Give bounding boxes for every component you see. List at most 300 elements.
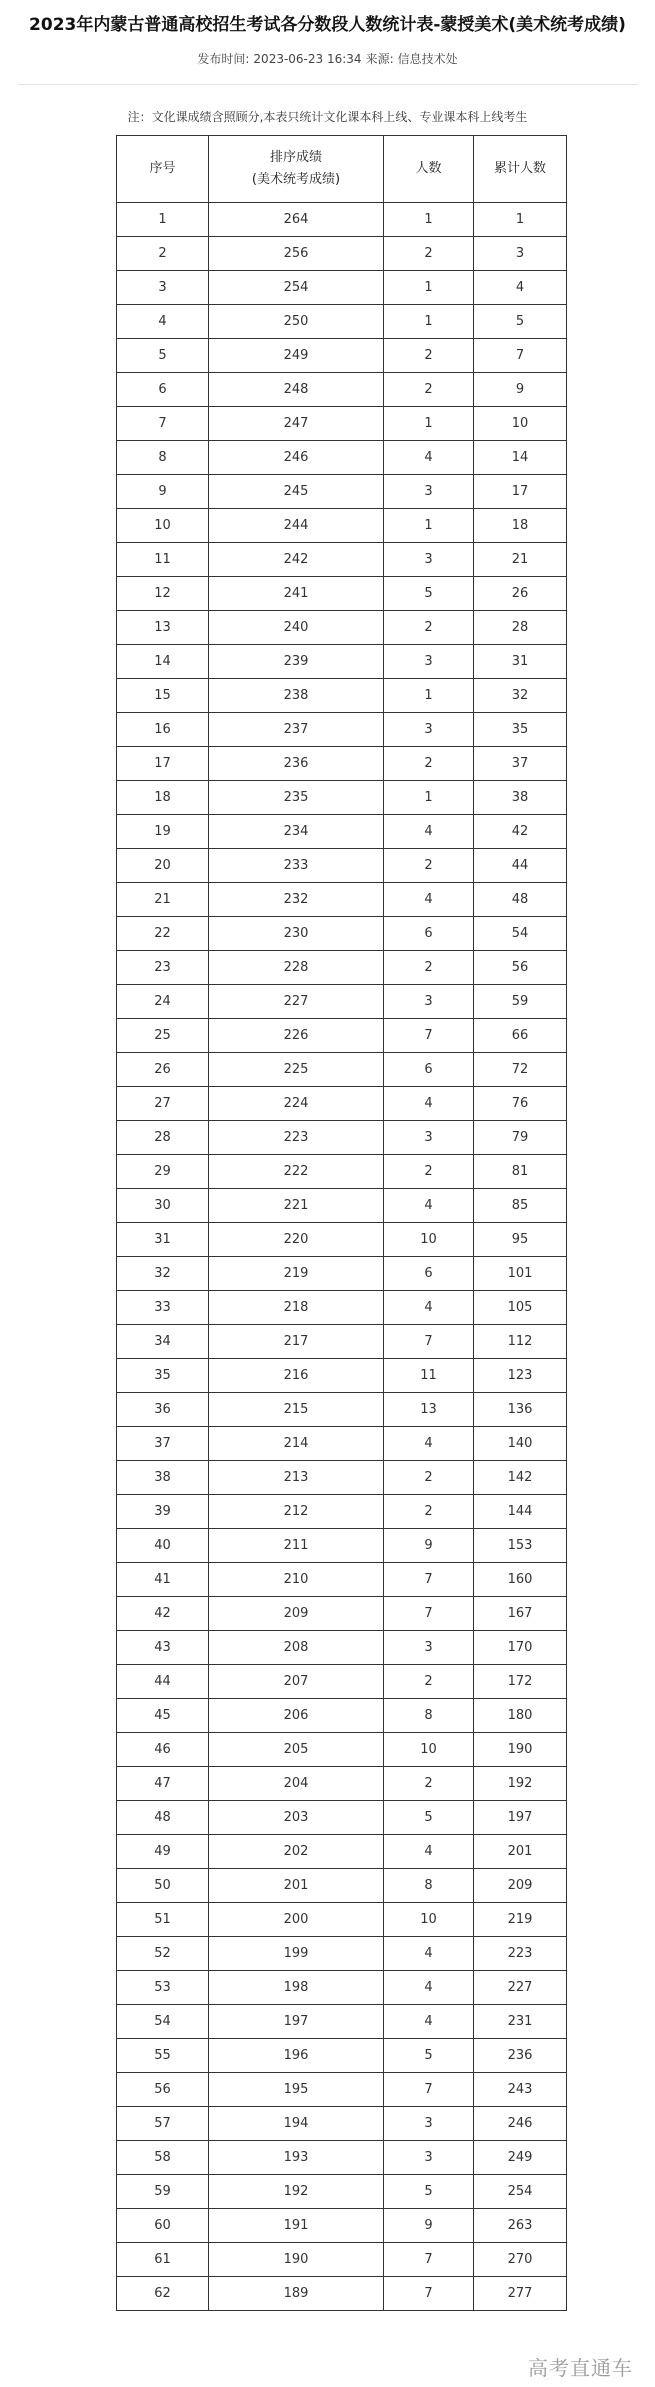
cell-count: 4: [384, 883, 474, 917]
cell-score: 240: [209, 611, 384, 645]
table-row: [117, 543, 567, 577]
publish-label: 发布时间:: [197, 52, 250, 66]
table-row: [117, 747, 567, 781]
cell-index: 12: [117, 577, 209, 611]
cell-cumulative: 76: [474, 1087, 567, 1121]
table-row: [117, 1359, 567, 1393]
cell-count: 5: [384, 1801, 474, 1835]
cell-index: 35: [117, 1359, 209, 1393]
table-row: [117, 1937, 567, 1971]
table-row: [117, 713, 567, 747]
score-distribution-table: [116, 135, 567, 2311]
cell-count: 4: [384, 1937, 474, 1971]
cell-score: 203: [209, 1801, 384, 1835]
header-score-line1: 排序成绩: [269, 150, 322, 165]
cell-cumulative: 9: [474, 373, 567, 407]
cell-index: 5: [117, 339, 209, 373]
cell-count: 4: [384, 1971, 474, 2005]
cell-score: 209: [209, 1597, 384, 1631]
table-row: [117, 679, 567, 713]
cell-cumulative: 59: [474, 985, 567, 1019]
table-row: [117, 2039, 567, 2073]
cell-cumulative: 81: [474, 1155, 567, 1189]
header-score-line2: (美术统考成绩): [251, 172, 341, 187]
cell-count: 5: [384, 2175, 474, 2209]
table-row: [117, 203, 567, 237]
cell-score: 225: [209, 1053, 384, 1087]
cell-score: 234: [209, 815, 384, 849]
cell-cumulative: 17: [474, 475, 567, 509]
cell-cumulative: 243: [474, 2073, 567, 2107]
table-row: [117, 2243, 567, 2277]
cell-score: 194: [209, 2107, 384, 2141]
table-row: [117, 1733, 567, 1767]
cell-index: 40: [117, 1529, 209, 1563]
cell-count: 7: [384, 2277, 474, 2311]
cell-index: 7: [117, 407, 209, 441]
cell-count: 10: [384, 1903, 474, 1937]
cell-count: 4: [384, 1189, 474, 1223]
cell-score: 233: [209, 849, 384, 883]
cell-cumulative: 54: [474, 917, 567, 951]
cell-index: 60: [117, 2209, 209, 2243]
cell-count: 7: [384, 1019, 474, 1053]
table-note: 注：文化课成绩含照顾分,本表只统计文化课本科上线、专业课本科上线考生: [127, 110, 528, 124]
cell-index: 37: [117, 1427, 209, 1461]
cell-cumulative: 140: [474, 1427, 567, 1461]
cell-count: 2: [384, 1495, 474, 1529]
table-row: [117, 1869, 567, 1903]
cell-cumulative: 44: [474, 849, 567, 883]
cell-count: 4: [384, 1291, 474, 1325]
cell-cumulative: 172: [474, 1665, 567, 1699]
cell-cumulative: 28: [474, 611, 567, 645]
cell-score: 192: [209, 2175, 384, 2209]
cell-count: 2: [384, 339, 474, 373]
header-index: 序号: [117, 136, 209, 203]
table-row: [117, 577, 567, 611]
table-row: [117, 611, 567, 645]
cell-index: 56: [117, 2073, 209, 2107]
cell-cumulative: 72: [474, 1053, 567, 1087]
cell-index: 8: [117, 441, 209, 475]
cell-count: 2: [384, 611, 474, 645]
cell-cumulative: 227: [474, 1971, 567, 2005]
cell-cumulative: 170: [474, 1631, 567, 1665]
cell-index: 47: [117, 1767, 209, 1801]
cell-score: 238: [209, 679, 384, 713]
cell-index: 51: [117, 1903, 209, 1937]
cell-cumulative: 31: [474, 645, 567, 679]
cell-cumulative: 26: [474, 577, 567, 611]
cell-index: 49: [117, 1835, 209, 1869]
cell-score: 264: [209, 203, 384, 237]
cell-count: 5: [384, 2039, 474, 2073]
cell-score: 193: [209, 2141, 384, 2175]
cell-cumulative: 236: [474, 2039, 567, 2073]
cell-cumulative: 136: [474, 1393, 567, 1427]
cell-cumulative: 79: [474, 1121, 567, 1155]
cell-score: 247: [209, 407, 384, 441]
cell-cumulative: 3: [474, 237, 567, 271]
cell-count: 7: [384, 2073, 474, 2107]
cell-index: 31: [117, 1223, 209, 1257]
cell-index: 39: [117, 1495, 209, 1529]
cell-index: 16: [117, 713, 209, 747]
cell-score: 237: [209, 713, 384, 747]
cell-cumulative: 254: [474, 2175, 567, 2209]
cell-cumulative: 112: [474, 1325, 567, 1359]
cell-cumulative: 18: [474, 509, 567, 543]
table-header-row: [117, 136, 567, 203]
cell-score: 218: [209, 1291, 384, 1325]
cell-score: 239: [209, 645, 384, 679]
cell-score: 216: [209, 1359, 384, 1393]
table-row: [117, 2141, 567, 2175]
cell-cumulative: 144: [474, 1495, 567, 1529]
cell-cumulative: 32: [474, 679, 567, 713]
cell-index: 55: [117, 2039, 209, 2073]
cell-index: 24: [117, 985, 209, 1019]
cell-score: 215: [209, 1393, 384, 1427]
cell-count: 7: [384, 1563, 474, 1597]
cell-score: 199: [209, 1937, 384, 1971]
table-row: [117, 305, 567, 339]
table-row: [117, 509, 567, 543]
table-row: [117, 1155, 567, 1189]
cell-cumulative: 223: [474, 1937, 567, 1971]
cell-count: 3: [384, 2141, 474, 2175]
cell-index: 61: [117, 2243, 209, 2277]
cell-score: 189: [209, 2277, 384, 2311]
table-row: [117, 1257, 567, 1291]
cell-cumulative: 35: [474, 713, 567, 747]
publish-time: 2023-06-23 16:34: [253, 52, 362, 66]
cell-count: 2: [384, 1461, 474, 1495]
cell-count: 6: [384, 1053, 474, 1087]
cell-count: 2: [384, 1155, 474, 1189]
cell-count: 3: [384, 985, 474, 1019]
cell-index: 44: [117, 1665, 209, 1699]
cell-score: 201: [209, 1869, 384, 1903]
cell-score: 202: [209, 1835, 384, 1869]
cell-cumulative: 160: [474, 1563, 567, 1597]
cell-count: 1: [384, 407, 474, 441]
cell-count: 2: [384, 1665, 474, 1699]
table-row: [117, 2175, 567, 2209]
cell-cumulative: 4: [474, 271, 567, 305]
cell-count: 3: [384, 475, 474, 509]
cell-cumulative: 246: [474, 2107, 567, 2141]
table-row: [117, 373, 567, 407]
cell-index: 38: [117, 1461, 209, 1495]
table-row: [117, 2209, 567, 2243]
cell-score: 254: [209, 271, 384, 305]
cell-score: 207: [209, 1665, 384, 1699]
cell-index: 45: [117, 1699, 209, 1733]
cell-cumulative: 197: [474, 1801, 567, 1835]
cell-score: 198: [209, 1971, 384, 2005]
cell-score: 208: [209, 1631, 384, 1665]
table-row: [117, 883, 567, 917]
cell-index: 36: [117, 1393, 209, 1427]
cell-cumulative: 7: [474, 339, 567, 373]
table-row: [117, 1801, 567, 1835]
table-row: [117, 781, 567, 815]
cell-cumulative: 95: [474, 1223, 567, 1257]
cell-score: 236: [209, 747, 384, 781]
cell-index: 43: [117, 1631, 209, 1665]
cell-score: 249: [209, 339, 384, 373]
cell-score: 191: [209, 2209, 384, 2243]
cell-cumulative: 153: [474, 1529, 567, 1563]
cell-count: 2: [384, 1767, 474, 1801]
header-count: 人数: [384, 136, 474, 203]
cell-score: 206: [209, 1699, 384, 1733]
cell-index: 46: [117, 1733, 209, 1767]
cell-score: 200: [209, 1903, 384, 1937]
cell-index: 27: [117, 1087, 209, 1121]
table-row: [117, 1393, 567, 1427]
cell-index: 4: [117, 305, 209, 339]
cell-index: 25: [117, 1019, 209, 1053]
table-row: [117, 1665, 567, 1699]
cell-score: 224: [209, 1087, 384, 1121]
table-row: [117, 1053, 567, 1087]
cell-count: 3: [384, 2107, 474, 2141]
cell-index: 30: [117, 1189, 209, 1223]
cell-cumulative: 101: [474, 1257, 567, 1291]
cell-score: 244: [209, 509, 384, 543]
cell-count: 2: [384, 747, 474, 781]
cell-count: 4: [384, 1427, 474, 1461]
cell-count: 6: [384, 1257, 474, 1291]
cell-count: 7: [384, 2243, 474, 2277]
cell-index: 50: [117, 1869, 209, 1903]
cell-score: 220: [209, 1223, 384, 1257]
table-row: [117, 1699, 567, 1733]
cell-cumulative: 48: [474, 883, 567, 917]
table-row: [117, 271, 567, 305]
cell-cumulative: 231: [474, 2005, 567, 2039]
table-row: [117, 1529, 567, 1563]
cell-score: 211: [209, 1529, 384, 1563]
cell-count: 1: [384, 509, 474, 543]
cell-count: 2: [384, 373, 474, 407]
cell-score: 217: [209, 1325, 384, 1359]
cell-count: 7: [384, 1597, 474, 1631]
cell-index: 3: [117, 271, 209, 305]
table-row: [117, 1495, 567, 1529]
cell-score: 204: [209, 1767, 384, 1801]
cell-score: 223: [209, 1121, 384, 1155]
cell-cumulative: 219: [474, 1903, 567, 1937]
cell-index: 11: [117, 543, 209, 577]
table-row: [117, 1189, 567, 1223]
cell-cumulative: 56: [474, 951, 567, 985]
cell-index: 41: [117, 1563, 209, 1597]
cell-score: 230: [209, 917, 384, 951]
cell-index: 48: [117, 1801, 209, 1835]
article-title: 2023年内蒙古普通高校招生考试各分数段人数统计表-蒙授美术(美术统考成绩): [29, 15, 626, 35]
cell-index: 15: [117, 679, 209, 713]
table-row: [117, 1019, 567, 1053]
cell-score: 227: [209, 985, 384, 1019]
cell-count: 9: [384, 2209, 474, 2243]
cell-index: 22: [117, 917, 209, 951]
table-row: [117, 1291, 567, 1325]
cell-count: 1: [384, 271, 474, 305]
cell-index: 6: [117, 373, 209, 407]
cell-count: 4: [384, 815, 474, 849]
cell-cumulative: 277: [474, 2277, 567, 2311]
table-row: [117, 815, 567, 849]
header-score: [209, 136, 384, 203]
cell-score: 219: [209, 1257, 384, 1291]
header-cumulative: 累计人数: [474, 136, 567, 203]
table-row: [117, 2073, 567, 2107]
cell-cumulative: 66: [474, 1019, 567, 1053]
cell-index: 23: [117, 951, 209, 985]
cell-score: 242: [209, 543, 384, 577]
cell-index: 9: [117, 475, 209, 509]
cell-index: 28: [117, 1121, 209, 1155]
cell-index: 62: [117, 2277, 209, 2311]
cell-count: 5: [384, 577, 474, 611]
cell-count: 3: [384, 1631, 474, 1665]
source-label: 来源:: [365, 52, 394, 66]
cell-score: 248: [209, 373, 384, 407]
table-row: [117, 1767, 567, 1801]
table-row: [117, 2277, 567, 2311]
cell-index: 34: [117, 1325, 209, 1359]
cell-index: 32: [117, 1257, 209, 1291]
table-row: [117, 1631, 567, 1665]
cell-cumulative: 123: [474, 1359, 567, 1393]
cell-cumulative: 21: [474, 543, 567, 577]
cell-cumulative: 209: [474, 1869, 567, 1903]
cell-cumulative: 249: [474, 2141, 567, 2175]
cell-index: 59: [117, 2175, 209, 2209]
cell-score: 212: [209, 1495, 384, 1529]
table-row: [117, 1427, 567, 1461]
cell-score: 246: [209, 441, 384, 475]
cell-score: 210: [209, 1563, 384, 1597]
cell-score: 226: [209, 1019, 384, 1053]
table-row: [117, 849, 567, 883]
cell-count: 2: [384, 849, 474, 883]
cell-count: 8: [384, 1869, 474, 1903]
cell-index: 17: [117, 747, 209, 781]
table-row: [117, 1121, 567, 1155]
cell-index: 54: [117, 2005, 209, 2039]
cell-count: 1: [384, 203, 474, 237]
cell-count: 3: [384, 645, 474, 679]
table-row: [117, 1563, 567, 1597]
cell-cumulative: 190: [474, 1733, 567, 1767]
cell-count: 3: [384, 713, 474, 747]
table-row: [117, 441, 567, 475]
cell-score: 245: [209, 475, 384, 509]
cell-cumulative: 180: [474, 1699, 567, 1733]
cell-score: 196: [209, 2039, 384, 2073]
table-row: [117, 645, 567, 679]
table-row: [117, 951, 567, 985]
table-row: [117, 917, 567, 951]
cell-cumulative: 142: [474, 1461, 567, 1495]
cell-count: 1: [384, 781, 474, 815]
cell-index: 29: [117, 1155, 209, 1189]
cell-count: 1: [384, 305, 474, 339]
cell-count: 4: [384, 1087, 474, 1121]
table-row: [117, 475, 567, 509]
cell-count: 3: [384, 1121, 474, 1155]
cell-score: 222: [209, 1155, 384, 1189]
cell-score: 190: [209, 2243, 384, 2277]
cell-score: 250: [209, 305, 384, 339]
cell-index: 57: [117, 2107, 209, 2141]
cell-count: 8: [384, 1699, 474, 1733]
cell-count: 1: [384, 679, 474, 713]
cell-index: 53: [117, 1971, 209, 2005]
cell-cumulative: 14: [474, 441, 567, 475]
cell-score: 228: [209, 951, 384, 985]
cell-index: 10: [117, 509, 209, 543]
table-row: [117, 2005, 567, 2039]
cell-score: 195: [209, 2073, 384, 2107]
cell-count: 13: [384, 1393, 474, 1427]
table-row: [117, 407, 567, 441]
table-body: [117, 203, 567, 2311]
table-row: [117, 985, 567, 1019]
cell-index: 21: [117, 883, 209, 917]
cell-score: 205: [209, 1733, 384, 1767]
cell-index: 18: [117, 781, 209, 815]
cell-count: 10: [384, 1733, 474, 1767]
cell-count: 7: [384, 1325, 474, 1359]
cell-index: 14: [117, 645, 209, 679]
cell-count: 9: [384, 1529, 474, 1563]
table-row: [117, 1461, 567, 1495]
cell-index: 2: [117, 237, 209, 271]
cell-count: 10: [384, 1223, 474, 1257]
cell-index: 26: [117, 1053, 209, 1087]
cell-cumulative: 105: [474, 1291, 567, 1325]
cell-count: 6: [384, 917, 474, 951]
cell-cumulative: 37: [474, 747, 567, 781]
cell-count: 2: [384, 237, 474, 271]
cell-cumulative: 5: [474, 305, 567, 339]
cell-count: 4: [384, 2005, 474, 2039]
table-row: [117, 1325, 567, 1359]
cell-index: 42: [117, 1597, 209, 1631]
cell-cumulative: 1: [474, 203, 567, 237]
cell-cumulative: 263: [474, 2209, 567, 2243]
cell-score: 221: [209, 1189, 384, 1223]
cell-score: 197: [209, 2005, 384, 2039]
table-row: [117, 1835, 567, 1869]
table-row: [117, 1971, 567, 2005]
table-row: [117, 237, 567, 271]
cell-cumulative: 167: [474, 1597, 567, 1631]
cell-count: 3: [384, 543, 474, 577]
cell-index: 52: [117, 1937, 209, 1971]
cell-score: 232: [209, 883, 384, 917]
cell-cumulative: 10: [474, 407, 567, 441]
cell-score: 213: [209, 1461, 384, 1495]
header-divider: [18, 84, 638, 85]
table-row: [117, 339, 567, 373]
